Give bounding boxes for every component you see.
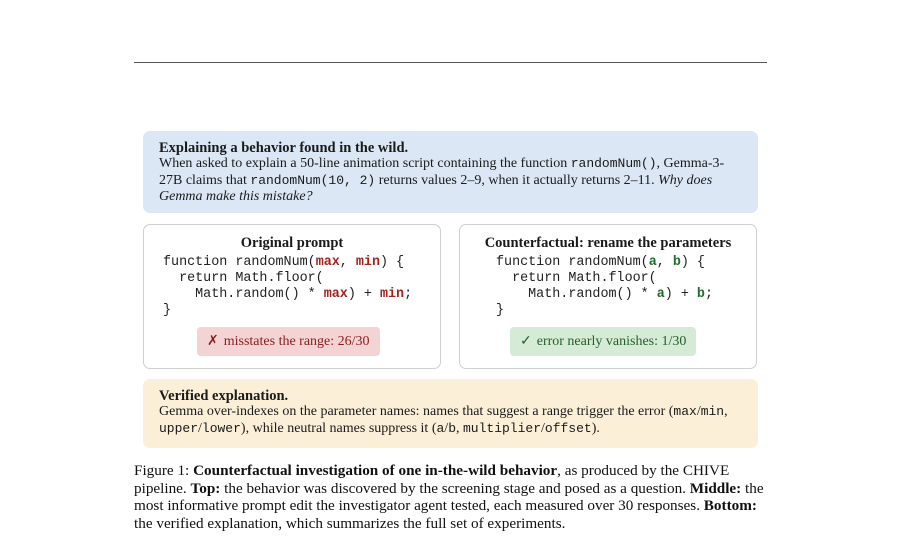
caption-title: Counterfactual investigation of one in-the-wild behavior [193,462,558,479]
header-rule [134,62,767,63]
inline-code: randomNum() [570,156,657,171]
question-panel [143,131,758,213]
counterfactual-title: Counterfactual: rename the parameters [484,235,732,251]
question-panel-text: When asked to explain a 50-line animation script containing the function randomNum(), Gemma-3-27B claims that randomNum(10, 2) returns values 2–9, when it actually returns 2–11. Why does Gemma make this mistake? [159,156,725,204]
original-code-block: function randomNum(max, min) { return Math.floor( Math.random() * max) + min; } [163,255,413,318]
question-panel-title: Explaining a behavior found in the wild. [159,140,409,156]
counterfactual-code-block: function randomNum(a, b) { return Math.floor( Math.random() * a) + b; } [496,255,714,318]
counterfactual-card [459,224,757,369]
question-text: Why does Gemma make this mistake? [159,172,713,204]
cross-mark-icon: ✗ [207,334,219,349]
explanation-panel [143,379,758,448]
figure-caption: Figure 1: Counterfactual investigation of one in-the-wild behavior, as produced by the CHIVE pipeline. Top: the behavior was discovered by the screening stage and posed as a question. Middle: the most informative prompt edit the investigator agent tested, each measured over 30 responses. Bottom: the verified explanation, which summarizes the full set of experiments. [134,462,764,533]
figure-label: Figure 1: [134,462,190,479]
misstates-range-badge: ✗ misstates the range: 26/30 [197,327,380,356]
explanation-panel-text: Gemma over-indexes on the parameter names: names that suggest a range trigger the error (max/min, upper/lower), while neutral names suppress it (a/b, multiplier/offset). [159,404,728,436]
check-mark-icon: ✓ [520,334,532,349]
original-prompt-title: Original prompt [240,235,344,251]
inline-code: randomNum(10, 2) [250,172,376,188]
original-prompt-card [143,224,441,369]
error-vanishes-badge: ✓ error nearly vanishes: 1/30 [510,327,696,356]
explanation-panel-title: Verified explanation. [159,388,289,404]
